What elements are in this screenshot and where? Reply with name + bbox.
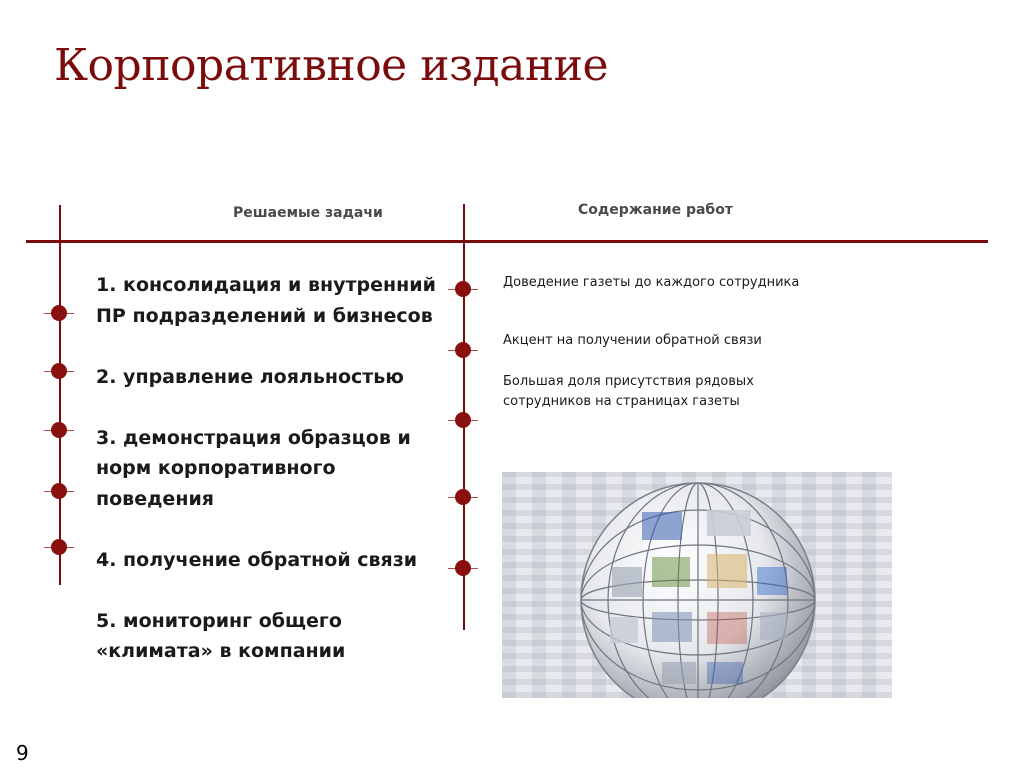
right-marker-dot xyxy=(455,281,471,297)
page-number: 9 xyxy=(16,741,29,765)
content-item: Большая доля присутствия рядовых сотрудников на страницах газеты xyxy=(503,374,754,409)
slide-title: Корпоративное издание xyxy=(54,40,609,91)
column-header-content: Содержание работ xyxy=(578,202,733,218)
horizontal-divider xyxy=(26,240,988,243)
left-marker-dot xyxy=(51,539,67,555)
tasks-list xyxy=(96,270,436,667)
newspaper-globe-icon xyxy=(502,472,892,698)
right-marker-dot xyxy=(455,560,471,576)
content-item: Доведение газеты до каждого сотрудника xyxy=(503,275,800,290)
task-item: 5. мониторинг общего «климата» в компании xyxy=(96,609,346,662)
newspaper-globe-image xyxy=(502,472,892,698)
task-item: 1. консолидация и внутренний ПР подразделений и бизнесов xyxy=(96,274,436,327)
left-marker-dot xyxy=(51,483,67,499)
left-marker-dot xyxy=(51,363,67,379)
left-marker-dot xyxy=(51,305,67,321)
column-header-tasks: Решаемые задачи xyxy=(233,205,383,221)
content-item: Акцент на получении обратной связи xyxy=(503,333,762,348)
right-marker-dot xyxy=(455,342,471,358)
right-marker-dot xyxy=(455,412,471,428)
task-item: 3. демонстрация образцов и норм корпоративного поведения xyxy=(96,426,411,510)
task-item: 2. управление лояльностью xyxy=(96,365,404,388)
left-timeline-line xyxy=(59,205,61,585)
right-marker-dot xyxy=(455,489,471,505)
task-item: 4. получение обратной связи xyxy=(96,548,418,571)
left-marker-dot xyxy=(51,422,67,438)
